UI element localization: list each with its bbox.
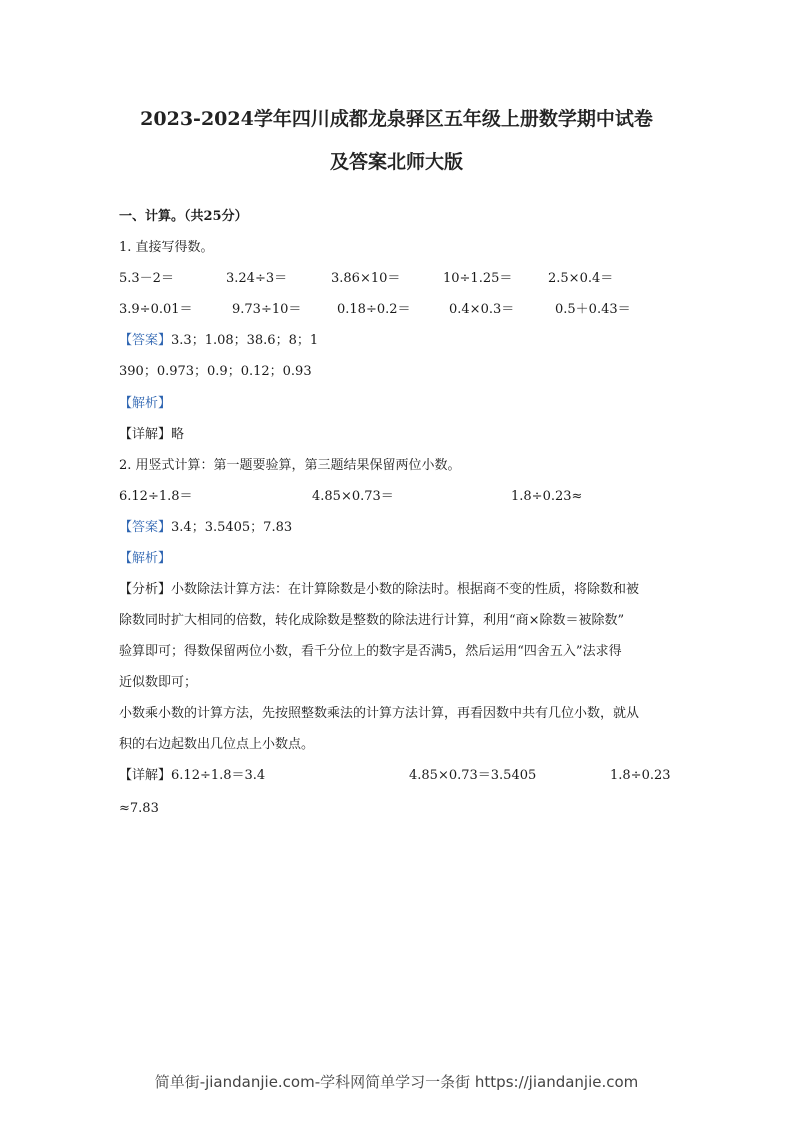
detail-result-3-continued: ≈7.83 (119, 801, 159, 816)
question-1-prompt: 1. 直接写得数。 (119, 240, 214, 255)
q2-analysis-tag: 【解析】 (119, 551, 172, 566)
answer-text: 3.3；1.08；38.6；8；1 (171, 333, 319, 348)
q1-item: 0.18÷0.2＝ (337, 302, 411, 317)
q2-item: 6.12÷1.8＝ (119, 489, 193, 504)
q1-answer (119, 332, 318, 350)
q2-item: 4.85×0.73＝ (312, 489, 394, 504)
answer-tag: 【答案】 (119, 520, 172, 535)
page-footer: 简单街-jiandanjie.com-学科网简单学习一条街 https://jiandanjie.com (154, 1073, 639, 1091)
q2-item: 1.8÷0.23≈ (511, 489, 583, 504)
q1-detail (119, 426, 184, 444)
q1-answer-continued: 390；0.973；0.9；0.12；0.93 (119, 364, 312, 379)
q2-fenxi-line5: 小数乘小数的计算方法，先按照整数乘法的计算方法计算，再看因数中共有几位小数，就从 (119, 706, 640, 721)
section-heading: 一、计算。（共25分） (119, 209, 248, 224)
answer-tag: 【答案】 (119, 333, 172, 348)
q1-item: 3.24÷3＝ (226, 271, 288, 286)
detail-result-2: 4.85×0.73＝3.5405 (409, 768, 537, 783)
q1-analysis-tag: 【解析】 (119, 396, 172, 411)
detail-tag: 【详解】 (119, 427, 172, 442)
q2-fenxi-line4: 近似数即可； (119, 675, 198, 690)
fenxi-text: 小数除法计算方法：在计算除数是小数的除法时。根据商不变的性质，将除数和被 (171, 582, 640, 597)
fenxi-tag: 【分析】 (119, 582, 172, 597)
q2-answer (119, 519, 292, 537)
q2-detail (119, 767, 265, 785)
q1-item: 10÷1.25＝ (443, 271, 513, 286)
document-title-line2: 及答案北师大版 (329, 151, 463, 173)
q1-item: 3.86×10＝ (331, 271, 401, 286)
q1-item: 0.5＋0.43＝ (555, 302, 631, 317)
detail-text: 略 (171, 427, 185, 442)
q1-item: 5.3－2＝ (119, 271, 174, 286)
document-title-line1: 2023-2024学年四川成都龙泉驿区五年级上册数学期中试卷 (140, 108, 653, 130)
answer-text: 3.4；3.5405；7.83 (171, 520, 293, 535)
q2-fenxi-line2: 除数同时扩大相同的倍数，转化成除数是整数的除法进行计算，利用“商×除数＝被除数” (119, 613, 625, 628)
q1-item: 0.4×0.3＝ (449, 302, 515, 317)
q2-fenxi-line3: 验算即可；得数保留两位小数，看千分位上的数字是否满5，然后运用“四舍五入”法求得 (119, 644, 622, 659)
q1-item: 2.5×0.4＝ (548, 271, 614, 286)
detail-result-3: 1.8÷0.23 (610, 768, 671, 783)
detail-result-1: 6.12÷1.8＝3.4 (171, 768, 266, 783)
detail-tag: 【详解】 (119, 768, 172, 783)
question-2-prompt: 2. 用竖式计算：第一题要验算，第三题结果保留两位小数。 (119, 458, 461, 473)
q2-fenxi-line6: 积的右边起数出几位点上小数点。 (119, 737, 315, 752)
q2-fenxi-line1 (119, 581, 639, 599)
q1-item: 3.9÷0.01＝ (119, 302, 193, 317)
q1-item: 9.73÷10＝ (232, 302, 302, 317)
